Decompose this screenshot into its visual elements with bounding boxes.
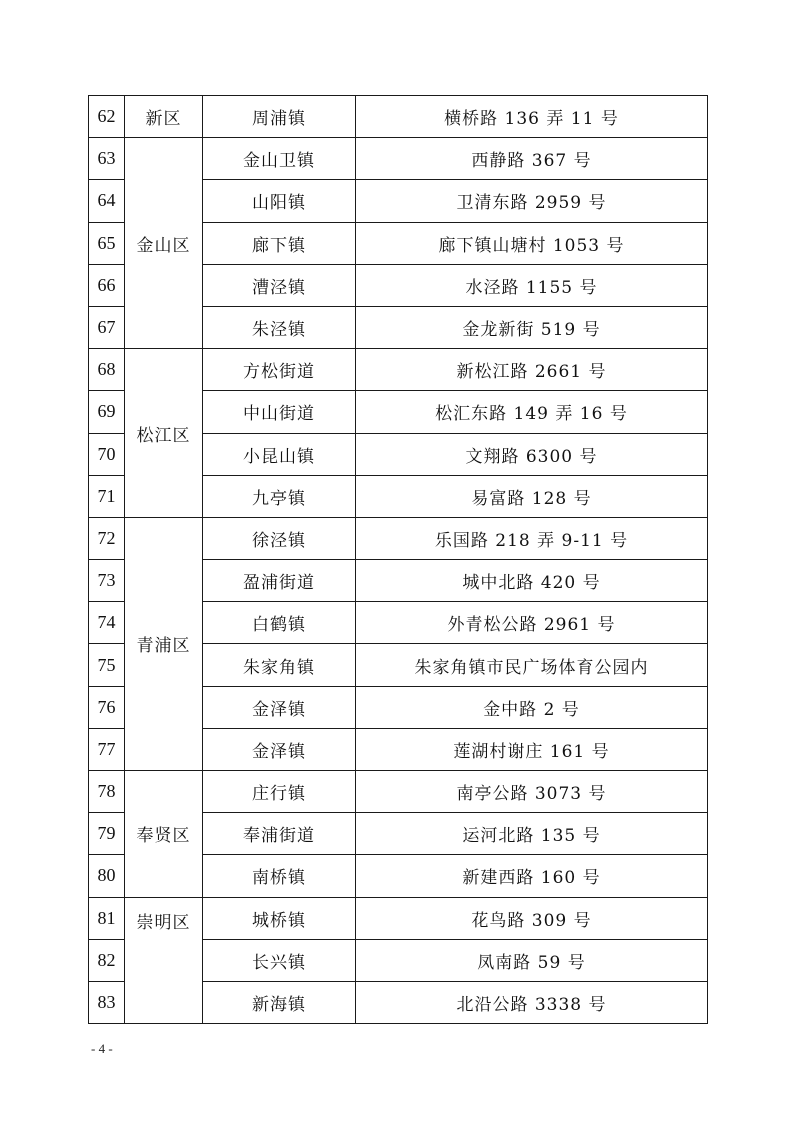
town-cell: 中山街道: [203, 391, 356, 433]
town-cell: 小昆山镇: [203, 433, 356, 475]
address-cell: 横桥路 136 弄 11 号: [356, 96, 708, 138]
town-cell: 长兴镇: [203, 939, 356, 981]
address-cell: 朱家角镇市民广场体育公园内: [356, 644, 708, 686]
row-number: 79: [89, 813, 125, 855]
row-number: 75: [89, 644, 125, 686]
town-cell: 廊下镇: [203, 222, 356, 264]
town-cell: 朱泾镇: [203, 306, 356, 348]
row-number: 65: [89, 222, 125, 264]
address-cell: 花鸟路 309 号: [356, 897, 708, 939]
row-number: 71: [89, 475, 125, 517]
table-row: [89, 349, 708, 391]
table-row: [89, 517, 708, 559]
address-cell: 莲湖村谢庄 161 号: [356, 728, 708, 770]
row-number: 68: [89, 349, 125, 391]
row-number: 77: [89, 728, 125, 770]
row-number: 80: [89, 855, 125, 897]
town-cell: 周浦镇: [203, 96, 356, 138]
address-table: [88, 95, 708, 1024]
row-number: 73: [89, 560, 125, 602]
town-cell: 城桥镇: [203, 897, 356, 939]
town-cell: 漕泾镇: [203, 264, 356, 306]
table-row: [89, 771, 708, 813]
town-cell: 九亭镇: [203, 475, 356, 517]
row-number: 78: [89, 771, 125, 813]
address-cell: 文翔路 6300 号: [356, 433, 708, 475]
address-cell: 新建西路 160 号: [356, 855, 708, 897]
address-cell: 金中路 2 号: [356, 686, 708, 728]
address-cell: 城中北路 420 号: [356, 560, 708, 602]
row-number: 74: [89, 602, 125, 644]
town-cell: 南桥镇: [203, 855, 356, 897]
address-cell: 新松江路 2661 号: [356, 349, 708, 391]
address-cell: 易富路 128 号: [356, 475, 708, 517]
row-number: 81: [89, 897, 125, 939]
town-cell: 山阳镇: [203, 180, 356, 222]
district-cell: 青浦区: [125, 517, 203, 770]
town-cell: 金泽镇: [203, 686, 356, 728]
town-cell: 金山卫镇: [203, 138, 356, 180]
district-cell: 奉贤区: [125, 771, 203, 898]
table-row: [89, 96, 708, 138]
town-cell: 奉浦街道: [203, 813, 356, 855]
row-number: 72: [89, 517, 125, 559]
row-number: 69: [89, 391, 125, 433]
town-cell: 盈浦街道: [203, 560, 356, 602]
district-cell: 新区: [125, 96, 203, 138]
row-number: 67: [89, 306, 125, 348]
row-number: 76: [89, 686, 125, 728]
address-cell: 外青松公路 2961 号: [356, 602, 708, 644]
address-cell: 运河北路 135 号: [356, 813, 708, 855]
town-cell: 金泽镇: [203, 728, 356, 770]
district-cell: 松江区: [125, 349, 203, 518]
row-number: 66: [89, 264, 125, 306]
row-number: 63: [89, 138, 125, 180]
address-cell: 廊下镇山塘村 1053 号: [356, 222, 708, 264]
town-cell: 白鹤镇: [203, 602, 356, 644]
address-cell: 西静路 367 号: [356, 138, 708, 180]
town-cell: 庄行镇: [203, 771, 356, 813]
table-row: [89, 897, 708, 939]
town-cell: 徐泾镇: [203, 517, 356, 559]
address-cell: 松汇东路 149 弄 16 号: [356, 391, 708, 433]
address-cell: 乐国路 218 弄 9-11 号: [356, 517, 708, 559]
town-cell: 新海镇: [203, 981, 356, 1023]
district-cell: 崇明区: [125, 897, 203, 1024]
row-number: 82: [89, 939, 125, 981]
town-cell: 朱家角镇: [203, 644, 356, 686]
row-number: 64: [89, 180, 125, 222]
address-cell: 南亭公路 3073 号: [356, 771, 708, 813]
row-number: 83: [89, 981, 125, 1023]
page-number: - 4 -: [91, 1041, 113, 1056]
town-cell: 方松街道: [203, 349, 356, 391]
row-number: 62: [89, 96, 125, 138]
row-number: 70: [89, 433, 125, 475]
district-cell: 金山区: [125, 138, 203, 349]
table-row: [89, 138, 708, 180]
address-cell: 水泾路 1155 号: [356, 264, 708, 306]
address-cell: 凤南路 59 号: [356, 939, 708, 981]
address-cell: 北沿公路 3338 号: [356, 981, 708, 1023]
address-cell: 卫清东路 2959 号: [356, 180, 708, 222]
address-cell: 金龙新街 519 号: [356, 306, 708, 348]
